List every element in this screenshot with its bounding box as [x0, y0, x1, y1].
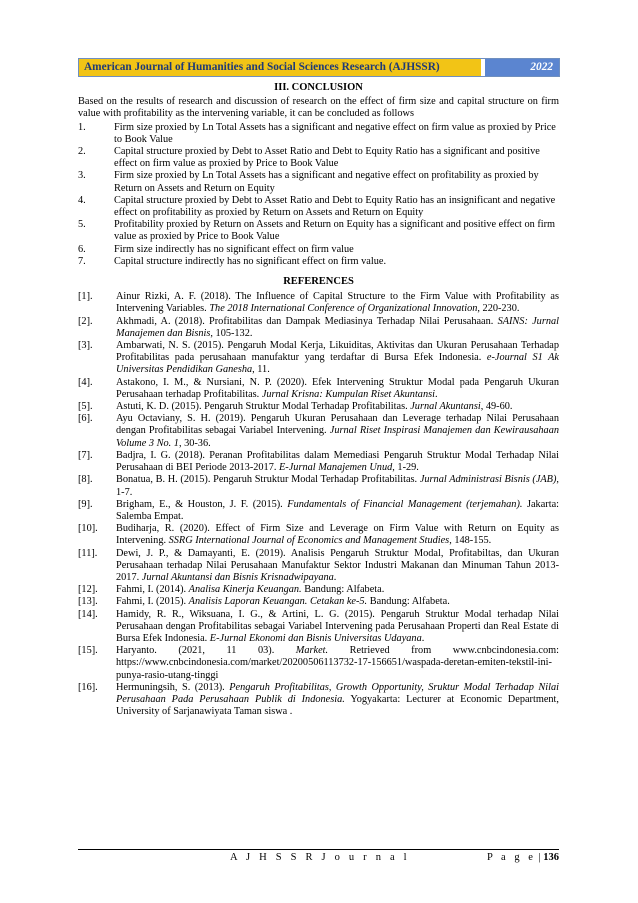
reference-source: Analisis Laporan Keuangan. Cetakan ke-5.: [188, 596, 368, 608]
list-item: [78, 244, 559, 256]
reference-tail: , 105-132.: [210, 327, 253, 339]
reference-tail: , 49-60.: [480, 401, 513, 413]
list-item-number: 5.: [78, 219, 86, 231]
conclusion-intro: Based on the results of research and discussion of research on the effect of firm size and capital structure on firm value with profitability as the intervening variable, it can be concluded as follows: [78, 96, 559, 120]
reference-number: [13].: [78, 596, 98, 608]
list-item: [78, 170, 559, 194]
list-item-text: Firm size proxied by Ln Total Assets has a significant and negative effect on profitability as proxied by Return on Assets and Return on Equity: [114, 170, 539, 194]
reference-body: Dewi, J. P., & Damayanti, E. (2019). Analisis Pengaruh Struktur Modal, Profitabiltas, dan Ukuran Perusahaan terhadap Nilai Perusahaan Manufaktur Sektor Industri Makanan dan Minuman Tahun 2013-2017.: [116, 547, 559, 583]
reference-body: Akhmadi, A. (2018). Profitabilitas dan Dampak Mediasinya Terhadap Nilai Perusahaan.: [116, 315, 498, 327]
reference-number: [6].: [78, 413, 93, 425]
reference-text: [116, 499, 559, 523]
reference-text: [116, 596, 559, 608]
reference-item: [78, 523, 559, 547]
reference-item: [78, 584, 559, 596]
reference-source: Market.: [295, 645, 329, 657]
reference-item: [78, 401, 559, 413]
reference-source: SSRG International Journal of Economics and Management Studies: [168, 535, 450, 547]
reference-number: [14].: [78, 608, 98, 620]
list-item: [78, 122, 559, 146]
reference-url-tail[interactable]: Retrieved from www.cnbcindonesia.com: https://www.cnbcindonesia.com/market/20200506113732-17-156651/waspada-deretan-emiten-tekstil-ini-punya-rasio-utang-tinggi: [116, 645, 559, 681]
reference-text: [116, 548, 559, 585]
reference-source: Pengaruh Profitabilitas, Growth Opportunity, Sruktur Modal Terhadap Nilai Perusahaan Pada Perusahaan Publik di Indonesia.: [116, 681, 559, 705]
reference-text: [116, 609, 559, 646]
reference-text: [116, 413, 559, 450]
list-item-text: Capital structure indirectly has no significant effect on firm value.: [114, 255, 387, 267]
main-content: [78, 82, 559, 718]
reference-item: [78, 340, 559, 377]
reference-number: [8].: [78, 474, 93, 486]
reference-source: Analisa Kinerja Keuangan.: [188, 584, 302, 596]
reference-tail: .: [333, 571, 337, 583]
reference-body: Fahmi, I. (2014).: [116, 584, 189, 596]
reference-text: [116, 645, 559, 682]
reference-tail: , 1-7.: [116, 474, 559, 498]
reference-number: [15].: [78, 645, 98, 657]
reference-body: Budiharja, R. (2020). Effect of Firm Size and Leverage on Firm Value with Return on Equity as Intervening.: [116, 523, 559, 547]
reference-number: [3].: [78, 340, 93, 352]
footer-journal-name: A J H S S R J o u r n a l: [230, 852, 410, 863]
reference-source: Jurnal Riset Inspirasi Manajemen dan Kewirausahaan Volume 3 No. 1: [116, 425, 559, 449]
journal-header-band: [78, 58, 560, 77]
reference-number: [9].: [78, 498, 93, 510]
reference-source: The 2018 International Conference of Organizational Innovation: [209, 303, 478, 315]
reference-source: e-Journal S1 Ak Universitas Pendidikan Ganesha: [116, 352, 559, 376]
reference-number: [5].: [78, 401, 93, 413]
reference-item: [78, 645, 559, 682]
reference-source: Fundamentals of Financial Management (terjemahan).: [287, 498, 523, 510]
reference-item: [78, 450, 559, 474]
reference-tail: , 30-36.: [178, 437, 211, 449]
reference-body: Fahmi, I. (2015).: [116, 596, 189, 608]
reference-item: [78, 548, 559, 585]
reference-number: [7].: [78, 449, 93, 461]
reference-number: [4].: [78, 376, 93, 388]
reference-item: [78, 499, 559, 523]
reference-body: Astuti, K. D. (2015). Pengaruh Struktur Modal Terhadap Profitabilitas.: [116, 401, 411, 413]
reference-tail: , 148-155.: [449, 535, 492, 547]
reference-number: [2].: [78, 315, 93, 327]
journal-year: 2022: [485, 59, 559, 76]
reference-body: Astakono, I. M., & Nursiani, N. P. (2020). Efek Intervening Struktur Modal pada Pengaruh Ukuran Perusahaan terhadap Profitabilitas.: [116, 376, 559, 400]
reference-number: [12].: [78, 584, 98, 596]
reference-text: [116, 523, 559, 547]
list-item: [78, 195, 559, 219]
list-item-text: Firm size indirectly has no significant effect on firm value: [114, 243, 354, 255]
reference-tail: , 1-29.: [392, 462, 419, 474]
reference-item: [78, 609, 559, 646]
list-item: [78, 256, 559, 268]
reference-tail: .: [434, 388, 438, 400]
reference-text: [116, 450, 559, 474]
reference-body: Badjra, I. G. (2018). Peranan Profitabilitas dalam Memediasi Pengaruh Struktur Modal Terhadap Nilai Perusahaan di BEI Periode 2013-2017.: [116, 449, 559, 474]
reference-tail: Jakarta: Salemba Empat.: [116, 498, 559, 522]
reference-body: Ainur Rizki, A. F. (2018). The Influence of Capital Structure to the Firm Value with Profitability as Intervening Variables.: [116, 291, 559, 315]
journal-title: American Journal of Humanities and Social Sciences Research (AJHSSR): [84, 61, 440, 73]
reference-source: Jurnal Krisna: Kumpulan Riset Akuntansi: [261, 388, 435, 400]
reference-item: [78, 377, 559, 401]
reference-text: [116, 474, 559, 498]
reference-body: Ambarwati, N. S. (2015). Pengaruh Modal Kerja, Likuiditas, Aktivitas dan Ukuran Perusahaan Terhadap Profitabilitas pada perusahaan manufaktur yang terdaftar di Bursa Efek Indonesia.: [116, 340, 559, 364]
list-item-number: 7.: [78, 255, 86, 267]
list-item-number: 4.: [78, 194, 86, 206]
reference-text: [116, 291, 559, 315]
footer-divider: [78, 849, 559, 850]
list-item-text: Firm size proxied by Ln Total Assets has a significant and negative effect on firm value as proxied by Price to Book Value: [114, 121, 556, 145]
reference-body: Bonatua, B. H. (2015). Pengaruh Struktur Modal Terhadap Profitabilitas.: [116, 474, 420, 486]
reference-number: [11].: [78, 547, 98, 559]
reference-list: [78, 291, 559, 718]
reference-tail: Bandung: Alfabeta.: [367, 596, 450, 608]
reference-number: [16].: [78, 681, 98, 693]
reference-source: Jurnal Administrasi Bisnis (JAB): [419, 474, 557, 486]
page-label: P a g e: [486, 852, 536, 863]
reference-tail: , 220-230.: [477, 303, 520, 315]
list-item-number: 3.: [78, 170, 86, 182]
reference-item: [78, 474, 559, 498]
reference-item: [78, 291, 559, 315]
reference-source: Jurnal Akuntansi: [410, 401, 481, 413]
reference-number: [1].: [78, 291, 93, 303]
reference-text: [116, 682, 559, 719]
reference-text: [116, 401, 559, 413]
reference-body: Hermuningsih, S. (2013).: [116, 681, 230, 693]
reference-item: [78, 316, 559, 340]
reference-body: Haryanto. (2021, 11 03).: [116, 645, 296, 657]
reference-item: [78, 413, 559, 450]
list-item-number: 6.: [78, 243, 86, 255]
page-number: 136: [543, 852, 559, 863]
reference-tail: , 11.: [252, 364, 270, 376]
page-separator: |: [535, 852, 544, 863]
reference-source: Jurnal Akuntansi dan Bisnis Krisnadwipayana: [141, 571, 334, 583]
reference-body: Hamidy, R. R., Wiksuana, I. G., & Artini, L. G. (2015). Pengaruh Struktur Modal terhadap Nilai Perusahaan dengan Profitabilitas sebagai Variabel Intervening pada Perusahaan Properti dan Real Estate di Bursa Efek Indonesia.: [116, 608, 559, 644]
conclusion-list: [78, 122, 559, 268]
reference-tail: Bandung: Alfabeta.: [301, 584, 385, 596]
reference-tail: .: [421, 632, 425, 644]
list-item-text: Capital structure proxied by Debt to Asset Ratio and Debt to Equity Ratio has a significant and positive effect on firm value as proxied by Price to Book Value: [114, 146, 540, 170]
conclusion-heading: III. CONCLUSION: [274, 82, 363, 93]
list-item: [78, 146, 559, 170]
list-item-text: Profitability proxied by Return on Assets and Return on Equity has a significant and positive effect on firm value as proxied by Price to Book Value: [114, 219, 556, 243]
references-heading: REFERENCES: [283, 276, 354, 288]
reference-body: Brigham, E., & Houston, J. F. (2015).: [116, 498, 288, 510]
list-item-number: 1.: [78, 121, 86, 133]
reference-text: [116, 584, 559, 596]
reference-source: E-Jurnal Manajemen Unud: [279, 462, 393, 474]
reference-text: [116, 316, 559, 340]
reference-text: [116, 377, 559, 401]
reference-item: [78, 596, 559, 608]
footer-page-info: [487, 852, 559, 863]
list-item: [78, 219, 559, 243]
reference-body: Ayu Octaviany, S. H. (2019). Pengaruh Ukuran Perusahaan dan Leverage terhadap Nilai Perusahaan dengan Profitabilitas sebagai Variabel Intervening.: [116, 413, 559, 437]
list-item-number: 2.: [78, 146, 86, 158]
reference-number: [10].: [78, 523, 98, 535]
list-item-text: Capital structure proxied by Debt to Asset Ratio and Debt to Equity Ratio has an insignificant and negative effect on profitability as proxied by Return on Assets and Return on Equity: [114, 194, 556, 219]
reference-tail: Yogyakarta: Lecturer at Economic Department, University of Sarjanawiyata Taman siswa .: [116, 693, 559, 718]
reference-source: E-Jurnal Ekonomi dan Bisnis Universitas Udayana: [209, 632, 422, 644]
reference-source: SAINS: Jurnal Manajemen dan Bisnis: [116, 315, 559, 339]
reference-item: [78, 682, 559, 719]
reference-text: [116, 340, 559, 377]
